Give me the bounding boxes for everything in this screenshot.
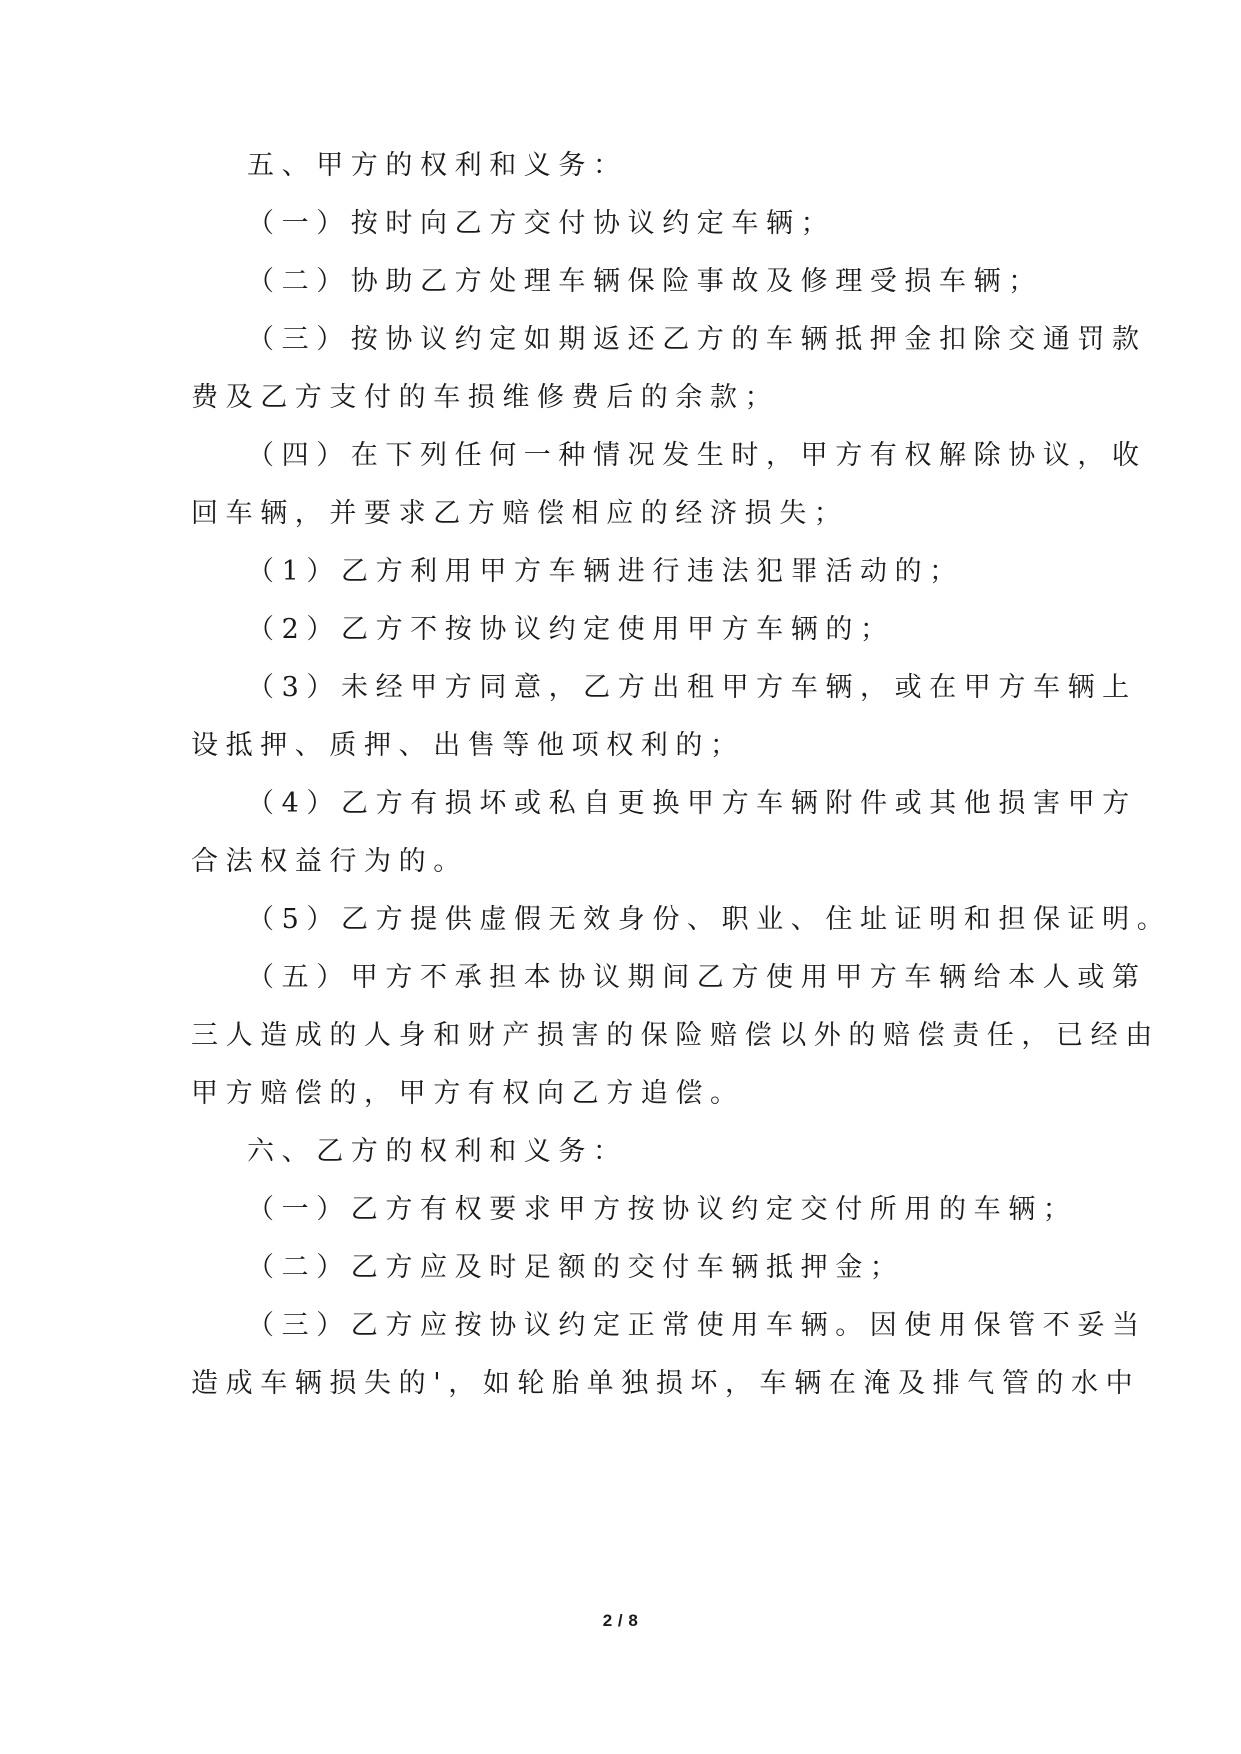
paragraph-line: 造成车辆损失的'，如轮胎单独损坏，车辆在淹及排气管的水中 [191, 1368, 1141, 1399]
paragraph-line: （2）乙方不按协议约定使用甲方车辆的； [247, 614, 895, 645]
paragraph-line: 合法权益行为的。 [191, 846, 468, 877]
paragraph-line: （四）在下列任何一种情况发生时，甲方有权解除协议，收 [247, 440, 1147, 471]
paragraph-line: 费及乙方支付的车损维修费后的余款； [191, 382, 780, 413]
paragraph-line: （三）乙方应按协议约定正常使用车辆。因使用保管不妥当 [247, 1310, 1147, 1341]
section-heading-6: 六、乙方的权利和义务： [247, 1136, 628, 1167]
page-number: 2 / 8 [602, 1611, 639, 1630]
paragraph-line: 三人造成的人身和财产损害的保险赔偿以外的赔偿责任，已经由 [191, 1020, 1160, 1051]
paragraph-line: （三）按协议约定如期返还乙方的车辆抵押金扣除交通罚款 [247, 324, 1147, 355]
paragraph-line: 设抵押、质押、出售等他项权利的； [191, 730, 745, 761]
paragraph-line: （一）乙方有权要求甲方按协议约定交付所用的车辆； [247, 1194, 1078, 1225]
paragraph-line: （1）乙方利用甲方车辆进行违法犯罪活动的； [247, 556, 964, 587]
section-heading-5: 五、甲方的权利和义务： [247, 150, 628, 181]
paragraph-line: （3）未经甲方同意，乙方出租甲方车辆，或在甲方车辆上 [247, 672, 1137, 703]
paragraph-line: （一）按时向乙方交付协议约定车辆； [247, 208, 836, 239]
paragraph-line: （4）乙方有损坏或私自更换甲方车辆附件或其他损害甲方 [247, 788, 1137, 819]
paragraph-line: 回车辆，并要求乙方赔偿相应的经济损失； [191, 498, 849, 529]
paragraph-line: （5）乙方提供虚假无效身份、职业、住址证明和担保证明。 [247, 904, 1172, 935]
paragraph-line: （五）甲方不承担本协议期间乙方使用甲方车辆给本人或第 [247, 962, 1147, 993]
paragraph-line: 甲方赔偿的，甲方有权向乙方追偿。 [191, 1078, 745, 1109]
paragraph-line: （二）乙方应及时足额的交付车辆抵押金； [247, 1252, 905, 1283]
paragraph-line: （二）协助乙方处理车辆保险事故及修理受损车辆； [247, 266, 1043, 297]
